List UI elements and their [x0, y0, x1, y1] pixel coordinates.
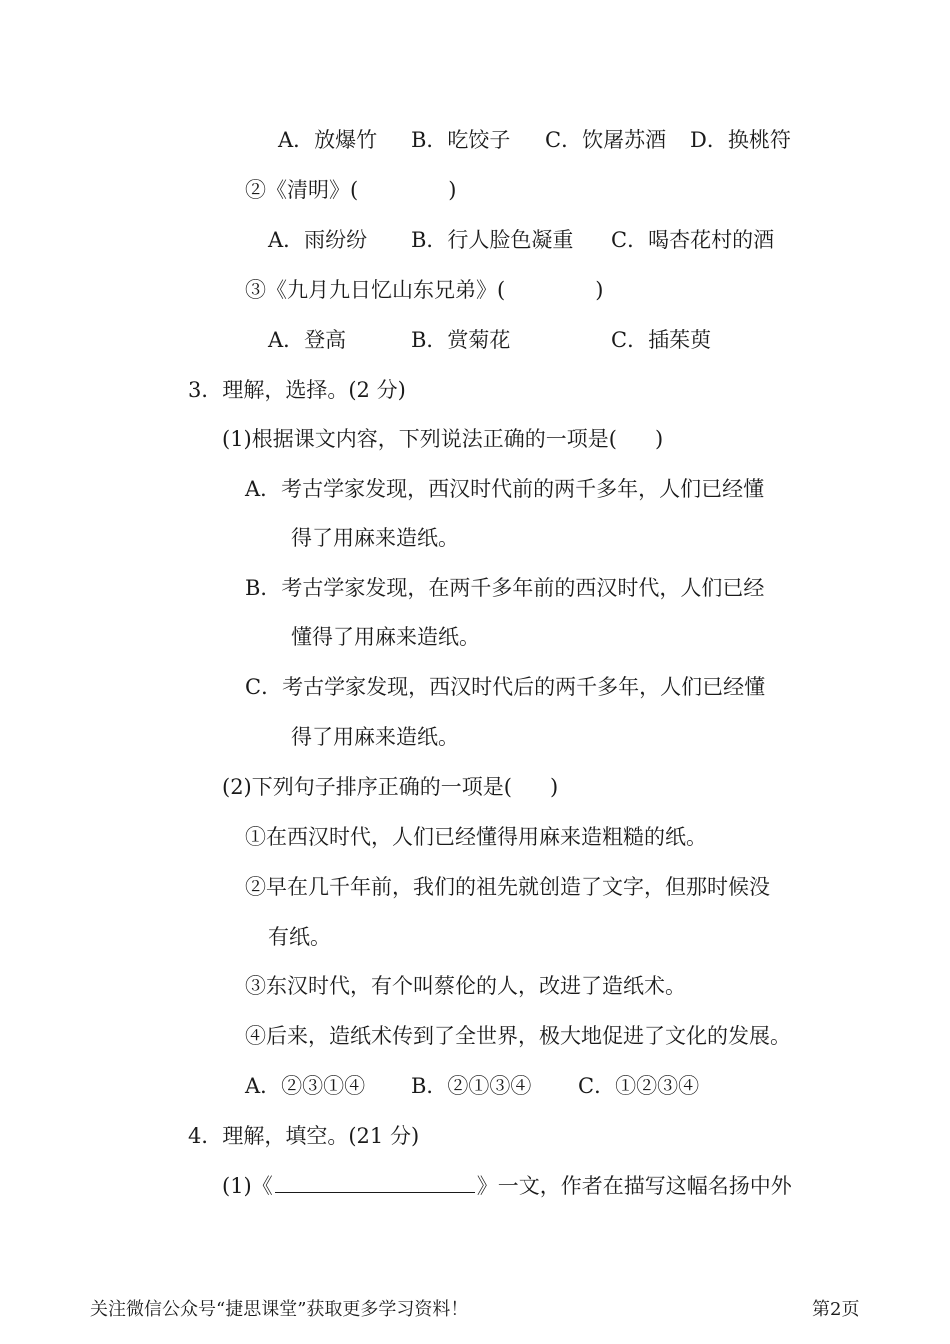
option-c: C．喝杏花村的酒	[611, 228, 775, 252]
fill-prefix: (1)《	[222, 1174, 273, 1198]
sentence-2-line2: 有纸。	[268, 925, 331, 949]
sub-question-stem: (1)根据课文内容，下列说法正确的一项是(	[222, 427, 617, 451]
item-label: ③《九月九日忆山东兄弟》(	[245, 278, 506, 302]
page-number: 第2页	[812, 1299, 860, 1320]
sub-question	[222, 773, 558, 801]
sub-question-close: )	[654, 427, 664, 451]
option-b: B．行人脸色凝重	[411, 228, 574, 252]
option-a-line1: A．考古学家发现，西汉时代前的两千多年，人们已经懂	[245, 477, 765, 501]
option-c-line2: 得了用麻来造纸。	[291, 725, 459, 749]
option-b-line2: 懂得了用麻来造纸。	[291, 625, 480, 649]
option-a: A．登高	[268, 328, 347, 352]
question-title: 4．理解，填空。(21 分)	[188, 1124, 420, 1148]
option-a: A．雨纷纷	[268, 228, 368, 252]
fill-in-line	[222, 1172, 792, 1200]
sentence-2-line1: ②早在几千年前，我们的祖先就创造了文字，但那时候没	[245, 875, 770, 899]
question-item	[245, 176, 456, 204]
fill-suffix: 》一文，作者在描写这幅名扬中外	[476, 1174, 792, 1198]
option-b-line1: B．考古学家发现，在两千多年前的西汉时代，人们已经	[245, 576, 765, 600]
sentence-4: ④后来，造纸术传到了全世界，极大地促进了文化的发展。	[245, 1024, 791, 1048]
option-a-line2: 得了用麻来造纸。	[291, 526, 459, 550]
question-title: 3．理解，选择。(2 分)	[188, 378, 406, 402]
option-b: B．②①③④	[411, 1074, 532, 1098]
option-b: B．吃饺子	[411, 128, 511, 152]
sub-question	[222, 425, 663, 453]
item-close: )	[448, 178, 457, 202]
option-c: C．饮屠苏酒	[545, 128, 667, 152]
option-a: A．②③①④	[245, 1074, 366, 1098]
option-d: D．换桃符	[690, 128, 791, 152]
sentence-1: ①在西汉时代，人们已经懂得用麻来造粗糙的纸。	[245, 825, 707, 849]
question-item	[245, 276, 603, 304]
sub-question-stem: (2)下列句子排序正确的一项是(	[222, 775, 512, 799]
option-c-line1: C．考古学家发现，西汉时代后的两千多年，人们已经懂	[245, 675, 766, 699]
footer-promo: 关注微信公众号“捷思课堂”获取更多学习资料！	[90, 1299, 469, 1320]
option-a: A．放爆竹	[278, 128, 378, 152]
item-label: ②《清明》(	[245, 178, 359, 202]
option-c: C．插茱萸	[611, 328, 712, 352]
fill-in-blank[interactable]	[275, 1172, 475, 1193]
sentence-3: ③东汉时代，有个叫蔡伦的人，改进了造纸术。	[245, 974, 686, 998]
item-close: )	[595, 278, 604, 302]
option-b: B．赏菊花	[411, 328, 511, 352]
sub-question-close: )	[549, 775, 559, 799]
option-c: C．①②③④	[578, 1074, 700, 1098]
